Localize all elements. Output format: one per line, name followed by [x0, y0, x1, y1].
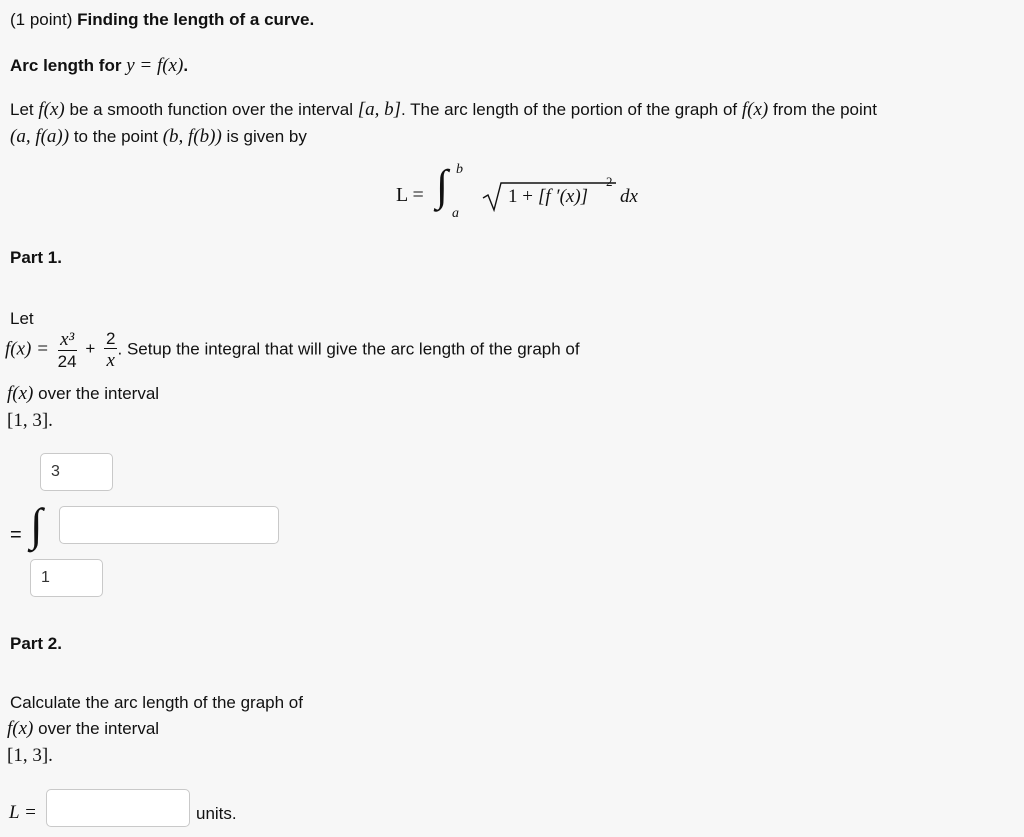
- section-subtitle: Arc length for y = f(x).: [10, 55, 189, 76]
- fraction-2-x: $\frac{2}{x}$: [106, 329, 116, 371]
- part1-let: Let: [10, 309, 34, 328]
- part1-interval-line: f(x) over the interval: [7, 383, 160, 404]
- upper-limit: b: [456, 162, 463, 177]
- formula-lhs: L =: [396, 184, 424, 206]
- setup-instruction: Setup the integral that will give the arc length of the graph of: [126, 339, 580, 359]
- problem-header: [10, 10, 314, 30]
- subtitle-math: y = f(x): [126, 55, 184, 76]
- sqrt-bar: [512, 182, 616, 184]
- intro-line-1: Let f(x) be a smooth function over the interval [a, b]. The arc length of the portion of the graph of f(x) from the point: [10, 99, 877, 120]
- part1-heading: Part 1.: [10, 248, 62, 267]
- integral-sign-input: ∫: [30, 499, 43, 550]
- part1-interval: [1, 3].: [7, 410, 53, 431]
- upper-limit-input[interactable]: [40, 453, 113, 491]
- points-label: (1 point): [10, 10, 73, 29]
- arc-length-label: L =: [9, 802, 37, 823]
- function-definition: f(x) = $\frac{\text{x³}}{24}$ + $\frac{2}{x}$ . Setup the integral that will give the arc length of the graph of: [5, 329, 580, 371]
- part2-interval: [1, 3].: [7, 745, 53, 766]
- units-label: units.: [196, 804, 237, 823]
- lower-limit: a: [452, 206, 459, 221]
- integrand-input[interactable]: [59, 506, 279, 544]
- fraction-x3-24: $\frac{\text{x³}}{24}$: [57, 329, 77, 371]
- equals-sign: =: [10, 524, 22, 546]
- part2-heading: Part 2.: [10, 634, 62, 653]
- problem-title: Finding the length of a curve.: [77, 10, 315, 29]
- arc-length-input[interactable]: [46, 789, 190, 827]
- part2-instruction: Calculate the arc length of the graph of: [10, 693, 303, 712]
- lower-limit-input[interactable]: [30, 559, 103, 597]
- intro-line-2: (a, f(a)) to the point (b, f(b)) is given by: [10, 126, 307, 147]
- arc-length-formula: L = ∫ b a 1 + [f ′(x)] 2 dx: [396, 161, 638, 221]
- integral-sign: ∫: [436, 161, 449, 210]
- part2-interval-line: f(x) over the interval: [7, 718, 160, 739]
